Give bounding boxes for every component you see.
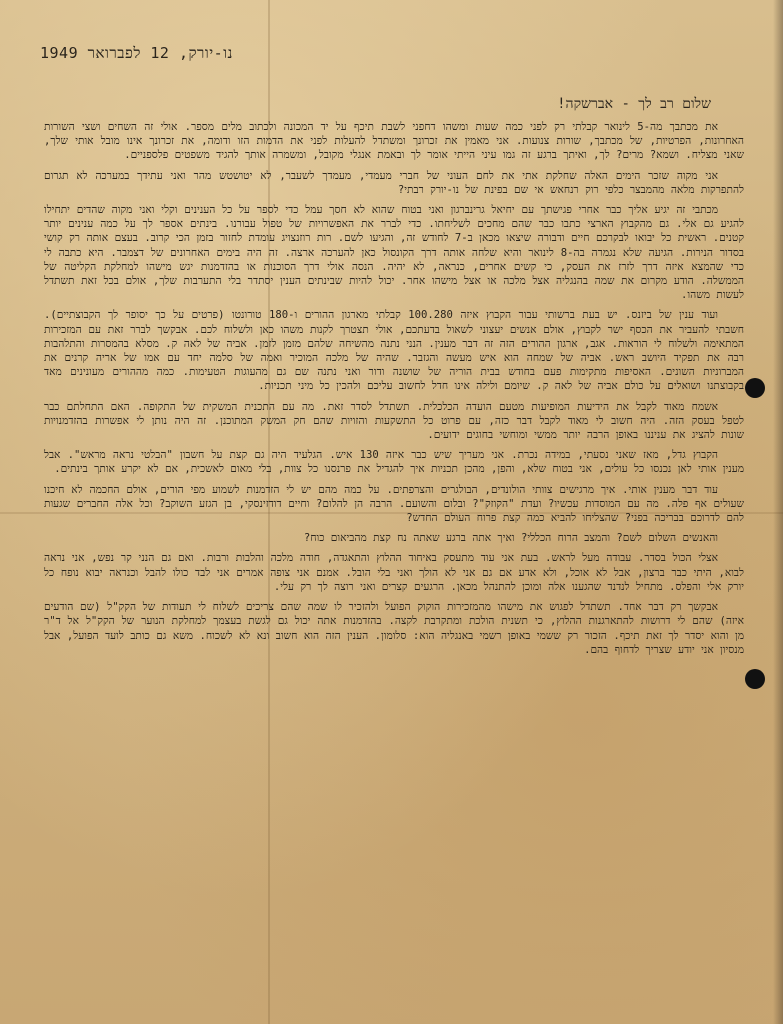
letter-paragraph: מכתבי זה יגיע אליך כבר אחרי פגישתך עם יחיאל גרינברגון ואני בטוח שהוא לא חסך עמל כדי לספר על כל הענינים וקלי ואני מקוה שהדים יתחילו להגיע גם אלי. גם מהקבוץ הארצי כתבו כבר שהם מחכים לשליחתו. כדי לברר את האפשרויות של טפול עבורנו. בינתים אספר לך על כמה ענינים יותר קטנים. ראשית כל יבואו לבקרכם חיים ודבורה שיצאו מכאן ב-7 לחודש זה, והגיעו לשם. רות רוזנצויג עומדת לחזור בזמן הכי קרוב. בעצם אותה רק קושי בסדור הנירות. הגיעה שלא נגמרה בה-8 לינואר והיא שלחה אותה דרך הקונסול כאן להערכה ארצה. זה היה בימים האחרונים של דצמבר. היא כתבה לי כדי שהמצא איזה דרך לזרז את העסק, כי קשים אחרים, כנראה, לא יהיה. הנסה אולי דרך הסוכנות או בהזדמנות יגש מישהו למחלקת הקליטה של הממשלה. הודע מקרום את שמה בהנגליה אצל מלכה או אצל מישהו אחר. יכול להיות שבינתים הענין יסתדר בלי התערבות שלך, אולם בכל זאת תשתדל לעשות משהו. [44,204,745,302]
letter-paragraph: את מכתבך מה-5 לינואר קבלתי רק לפני כמה שעות ומשהו דחפני לשבת תיכף על יד המכונה ולכתוב מלים מספר. אולי זה השחים ושצי השורות האחרונות, הפרטיות, של מכתבך, שורות צנועות. אני מאמין את זכרונך ומשתדל להעלות לפני את הדמות הזו ודומה, את זכרונך אינו מובל אותי שלך, שאני מצליח. ושמא? מרים? לך, ואיתך ברגע זה גמו עיני הייתי אומר לך ובאמת אנגלי מקובל, ומשמרה אותך להגיד משפטים פלספניים. [44,121,744,162]
letter-paragraph: אצלי הכול בסדר. עבודה מעל לראש. בעת אני עוד מתעסק באיחוד ההלוץ והתאגדה, חודה מלכה והלבות ורבות. ואם גם הנני קר נפש, אני נראה לבוא, היתי כבר ברצון, אבל לא אוכל, ולא אדע אם גם אני לא הולך ואני בלי הובל. אמנם אני צופה אמרים אני לבד כולו להבל וכנראה יבוא נופח כל יורק אלי והפלס. מתחיל לנדנד שהגענו אלה ומוכן להתנהל מכאן. הרגעים קצרים ואני רוצה לך רק עלי. [44,552,744,593]
letter-paragraph: אשמח מאוד לקבל את הידיעות המופיעות מטעם הועדה הכלכלית. תשתדל לסדר זאת. מה עם התכנית המשקית של התקופה. האם התחלתם כבר לטפל בעסק הזה. היה חשוב לי מאוד לקבל דבר כזה, עם פרוט כל התשקעות והזויות שהם חק המשק המתוכנן. זה היה נותן לי אפשרות בהזדמנויות שונות להציג את עניננו באופן הרבה יותר ממשי ומוחשי בחוגים ידועים. [44,400,744,442]
paper-edge-shadow [773,0,783,1024]
letter-greeting: שלום רב לך - אברשקה! [557,96,711,112]
letter-paragraph: אני מקוה שזכר הימים האלה שחלקת אתי את לחם העוני של חברי מעמדי, מעמדך לשעבר, לא יטושטש מהר ואני עתידך במערכה לא תגרום להתפרקות מלאה מהמבצר כלפי רוק רנחאש אי שם בפינת של נו-יורק רבתי? [44,169,744,196]
punch-hole-upper [745,378,765,398]
letter-paragraph: הקבוץ גדל, מאז שאני נסעתי, במידה נכרת. אני מעריך שיש כבר איזה 130 איש. הגלעיד היה גם קצת על חשבון "הבלטי נראה מראש". אבל מענין אותי לאן נכנסו כל עולים, אני בטוח שלא, והפן, מהכן תכניות איך להגדיל את פרנסנו כל צוות, בלי מאום לאשכית, אם לא יקרע אותך בינתים. [44,449,744,476]
letter-paragraph: ועוד ענין של ביזנס. יש בעת ברשותי עבור הקבוץ איזה 100.280 קבלתי מארגון ההורים ו-180 טורונטו (פרטים על כך יסופר לך הקבוצתיים). חשבתי להעביר את הכסף ישר לקבוץ, אולם אנשים יעצוני לשאול בדעתכם, אולי תצטרך לקנות משהו כאן ולשלוח לכם. אבקשך לברר זאת עם המזכירות המתאימה ולשלוח לי הוראות. אגב, ארגון ההורים הזה זה דבר מענין. הנני נתנה מהשיחה שלהם מזמן לזמן. אביה של לאה ק. מסלא בהמסרות והתלהבות רבה את תפקיד היושב ראש. אביה של שמחה הוא איש מעשה והגזבר. שהיה של מלכה המוכיר ואמה של סלמה יחד עם אמו של אריה קרנים את המברוניות השונים. האסיפות מתקימות פעם בחודש בבית הוריה של שושנה ודור ואני נתנה שם גם מהעוגות הטעימות. כמה מההורים מעונינים מאד בקבוצתנו ושואלים על כולם אביה של לאה ק. שיומם ולילה אינו חדל לחשוב עליכם ולהכין כל מיני תכניות. [44,309,744,393]
punch-hole-lower [745,669,765,689]
letter-paragraph: עוד דבר מענין אותי. איך מרגישים צוותי הולונדים, הבולגרים והצרפתים. על כמה מהם יש לי הזדמנות לשמוע מפי הורים, אולם החכמה לא חיכנו שעולים אף פלה. מה עם המוסדות עכשיו? ועדת "הקוזק"? ובלום והשועם. הרבה הן להלום? וחיים דודזינסקי, בן הגזע השוקב? וכל אלה החברים שגעות להם לדרוכם בבריכה בפני? שהצליחו להביא כמה קצת פרוח העולם החדש? [44,483,744,525]
dateline: נו-יורק, 12 לפברואר 1949 [40,44,233,62]
letter-paragraph: אבקשך רק דבר אחד. תשתדל לפגוש את מישהו מהמזכירות הוקוק הפועל ולהזכיר לו שמה שהם צריכים לשלוח לי תעודות של הקק"ל (שם הודעים איזה) שהם לי דרושות להתארגנות ההלוץ, כי תשנית הולכת ומתקרבת לקצה. בהזדמנות אתה יכול גם לגשת בעצמך למחלקת הנוער של הקק"ל אל ד"ר מן והוא יסדר לך זאת תיכף. הזכור רק ששמי באופן רשמי באנגליה הוא: סלומון. הענין הזה הוא חשוב ונא לא לשכוח. משא גם כותב לועד הפועל, אבל מנסיון אני יודע שצריך לדחוף בהם. [44,601,744,656]
letter-paragraph: והאנשים השלום לשם? והמצב הרוח הכללי? ואיך אתה ברגע שאתה נח קצת מהביאום כוח? [303,532,718,545]
letter-body [44,120,744,663]
